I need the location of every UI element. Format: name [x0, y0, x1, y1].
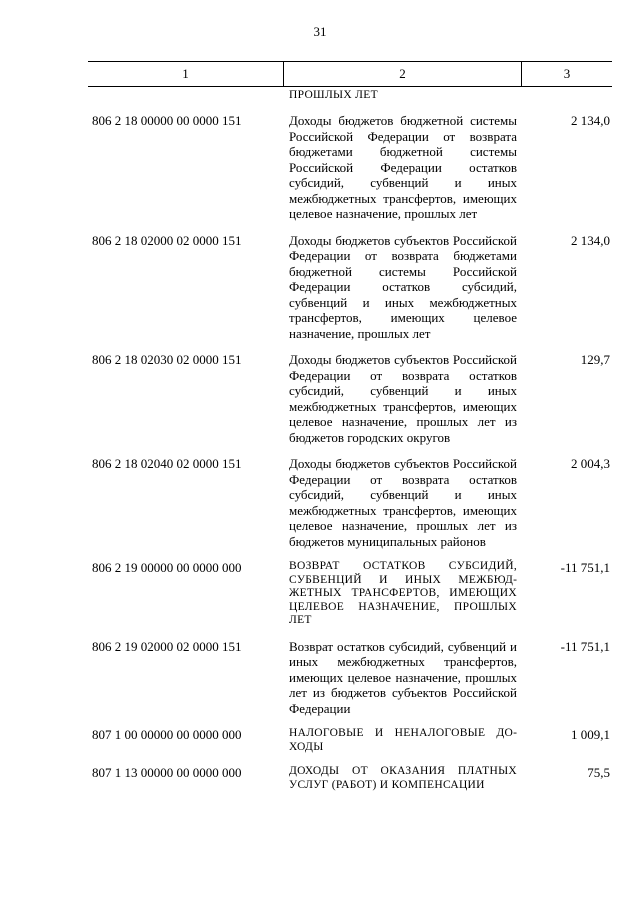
table-row: [0, 456, 640, 549]
row-description: Доходы бюджетов субъектов Российской Федерации от возврата бюджетами бюджетной системы Российской Федерации остатков субсидий, субвенций и иных межбюджетных трансфертов, имеющих целевое назначение, прошлых лет: [289, 232, 517, 341]
table-row: [0, 727, 640, 754]
row-amount: 1 009,1: [571, 727, 610, 742]
budget-code: 807 1 13 00000 00 0000 000: [92, 765, 242, 780]
table-row: [0, 113, 640, 222]
row-description: Доходы бюджетов субъектов Российской Федерации от возврата остатков субсидий, субвенций и иных межбюджетных трансфертов, имеющих целевое назначение, прошлых лет из бюджетов муниципальных районов: [289, 456, 517, 549]
header-column-3: 3: [563, 66, 571, 81]
budget-code: 806 2 18 02030 02 0000 151: [92, 352, 242, 367]
table-row: [0, 639, 640, 717]
row-amount: 2 134,0: [571, 232, 610, 248]
budget-code: 806 2 19 00000 00 0000 000: [92, 560, 242, 575]
row-description: Доходы бюджетов субъектов Российской Федерации от возврата остатков субсидий, субвенций и иных межбюджетных трансфертов, имеющих целевое назначение, прошлых лет из бюджетов городских округов: [289, 352, 517, 445]
budget-code: 806 2 18 02000 02 0000 151: [92, 232, 242, 248]
page-number: 31: [313, 24, 327, 39]
row-amount: -11 751,1: [560, 560, 610, 575]
header-column-2: 2: [284, 62, 522, 86]
table-header: [88, 61, 612, 87]
budget-code: 807 1 00 00000 00 0000 000: [92, 727, 242, 742]
continued-description: ПРОШЛЫХ ЛЕТ: [289, 89, 378, 101]
row-amount: 2 004,3: [571, 456, 610, 471]
row-amount: 75,5: [587, 765, 610, 780]
budget-code: 806 2 19 02000 02 0000 151: [92, 638, 242, 654]
row-description: ВОЗВРАТ ОСТАТКОВ СУБСИДИЙ, СУБВЕНЦИЙ И ИНЫХ МЕЖБЮДЖЕТНЫХ ТРАНСФЕРТОВ, ИМЕЮЩИХ ЦЕЛЕВОЕ НАЗНАЧЕНИЕ, ПРОШЛЫХ ЛЕТ: [289, 560, 517, 626]
table-row: [0, 765, 640, 792]
row-description: ДОХОДЫ ОТ ОКАЗАНИЯ ПЛАТНЫХ УСЛУГ (РАБОТ) И КОМПЕНСАЦИИ: [289, 765, 517, 791]
row-amount: 129,7: [580, 352, 610, 367]
budget-code: 806 2 18 02040 02 0000 151: [92, 456, 242, 471]
row-amount: -11 751,1: [560, 638, 610, 654]
row-description: Доходы бюджетов бюджетной системы Российской Федерации от возврата бюджетами бюджетной системы Российской Федерации остатков субсидий, субвенций и иных межбюджетных трансфертов, имеющих целевое назначение, прошлых лет: [289, 113, 517, 221]
row-amount: 2 134,0: [571, 113, 610, 128]
table-row: [0, 560, 640, 628]
row-description: НАЛОГОВЫЕ И НЕНАЛОГОВЫЕ ДОХОДЫ: [289, 727, 517, 753]
row-description: Возврат остатков субсидий, субвенций и иных межбюджетных трансфертов, имеющих целевое назначение, прошлых лет из бюджетов субъектов Российской Федерации: [289, 638, 517, 716]
table-row: [0, 352, 640, 445]
budget-code: 806 2 18 00000 00 0000 151: [92, 113, 242, 128]
table-row: [0, 233, 640, 342]
table-body: [0, 113, 640, 803]
header-column-1: 1: [88, 62, 284, 86]
